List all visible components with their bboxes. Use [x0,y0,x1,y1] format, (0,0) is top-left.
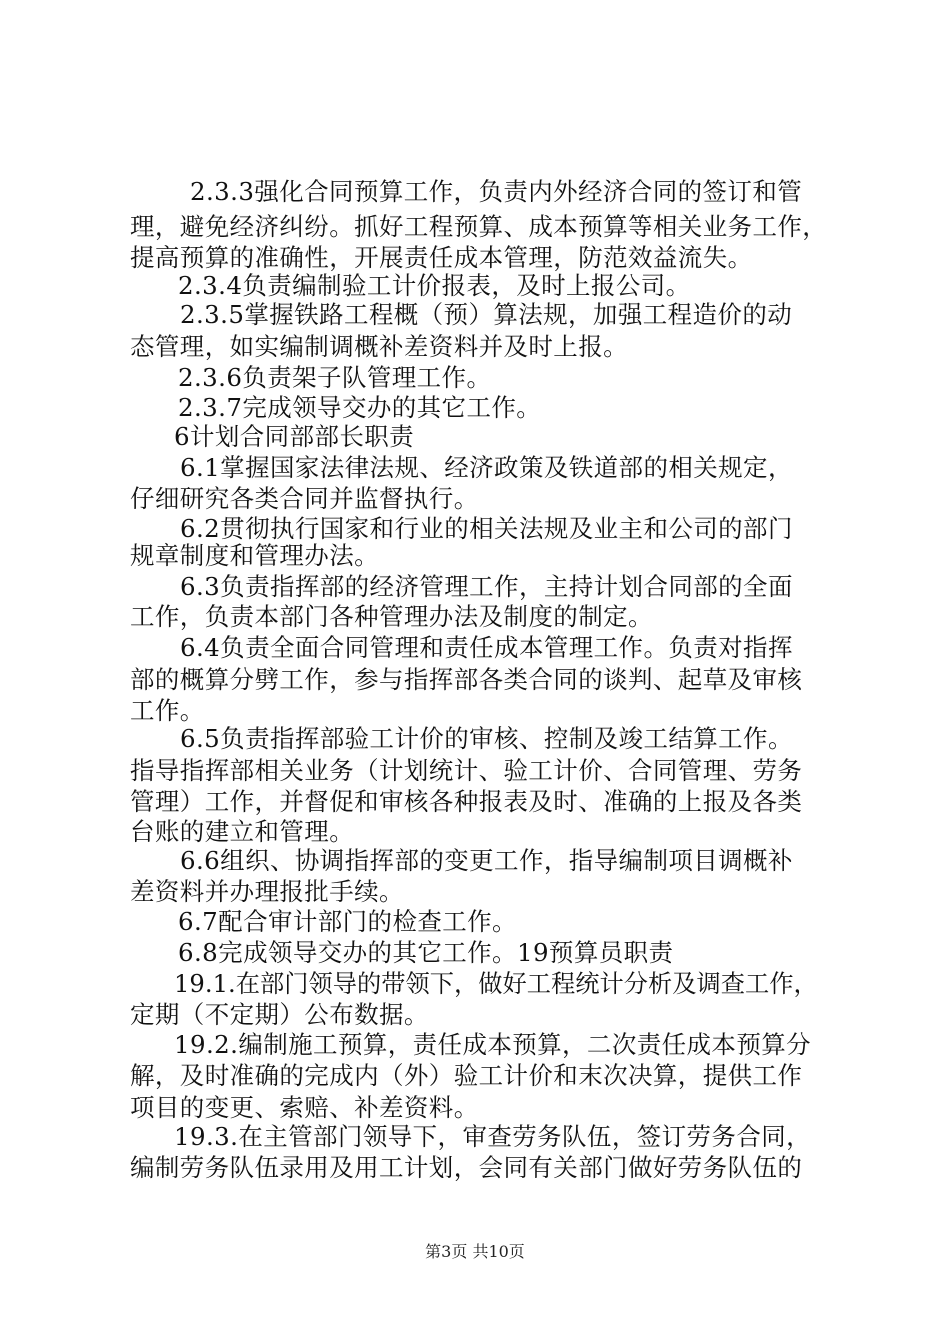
text-line: 19.1.在部门领导的带领下，做好工程统计分析及调查工作， [174,969,818,998]
text-line: 差资料并办理报批手续。 [130,877,404,906]
text-line: 2.3.5掌握铁路工程概（预）算法规，加强工程造价的动 [180,300,793,329]
text-line: 指导指挥部相关业务（计划统计、验工计价、合同管理、劳务 [130,756,803,785]
text-line: 态管理，如实编制调概补差资料并及时上报。 [130,332,628,361]
text-line: 仔细研究各类合同并监督执行。 [130,484,479,513]
text-line: 6.4负责全面合同管理和责任成本管理工作。负责对指挥 [180,633,793,662]
text-line: 编制劳务队伍录用及用工计划，会同有关部门做好劳务队伍的 [130,1153,803,1182]
text-line: 19.3.在主管部门领导下，审查劳务队伍，签订劳务合同， [174,1122,812,1151]
text-line: 工作，负责本部门各种管理办法及制度的制定。 [130,602,653,631]
text-line: 2.3.3强化合同预算工作，负责内外经济合同的签订和管 [190,177,803,206]
text-line: 项目的变更、索赔、补差资料。 [130,1093,479,1122]
text-line: 工作。 [130,696,205,725]
text-line: 定期（不定期）公布数据。 [130,1000,429,1029]
text-line: 理，避免经济纠纷。抓好工程预算、成本预算等相关业务工作， [130,212,828,241]
text-line: 台账的建立和管理。 [130,817,355,846]
page-number-footer: 第3页 共10页 [425,1242,525,1261]
text-line: 2.3.6负责架子队管理工作。 [178,363,492,392]
section-heading: 6.8完成领导交办的其它工作。19预算员职责 [178,938,674,967]
text-line: 19.2.编制施工预算，责任成本预算，二次责任成本预算分 [174,1030,812,1059]
text-line: 2.3.4负责编制验工计价报表，及时上报公司。 [178,271,691,300]
text-line: 6.2贯彻执行国家和行业的相关法规及业主和公司的部门 [180,514,793,543]
text-line: 管理）工作，并督促和审核各种报表及时、准确的上报及各类 [130,787,803,816]
text-line: 2.3.7完成领导交办的其它工作。 [178,393,542,422]
text-line: 6.3负责指挥部的经济管理工作，主持计划合同部的全面 [180,572,793,601]
text-line: 6.6组织、协调指挥部的变更工作，指导编制项目调概补 [180,846,793,875]
section-heading: 6计划合同部部长职责 [174,422,415,451]
text-line: 6.1掌握国家法律法规、经济政策及铁道部的相关规定， [180,453,793,482]
text-line: 6.5负责指挥部验工计价的审核、控制及竣工结算工作。 [180,724,793,753]
text-line: 提高预算的准确性，开展责任成本管理，防范效益流失。 [130,243,753,272]
text-line: 解，及时准确的完成内（外）验工计价和末次决算，提供工作 [130,1061,803,1090]
text-line: 6.7配合审计部门的检查工作。 [178,907,517,936]
text-line: 规章制度和管理办法。 [130,541,379,570]
text-line: 部的概算分劈工作，参与指挥部各类合同的谈判、起草及审核 [130,665,803,694]
